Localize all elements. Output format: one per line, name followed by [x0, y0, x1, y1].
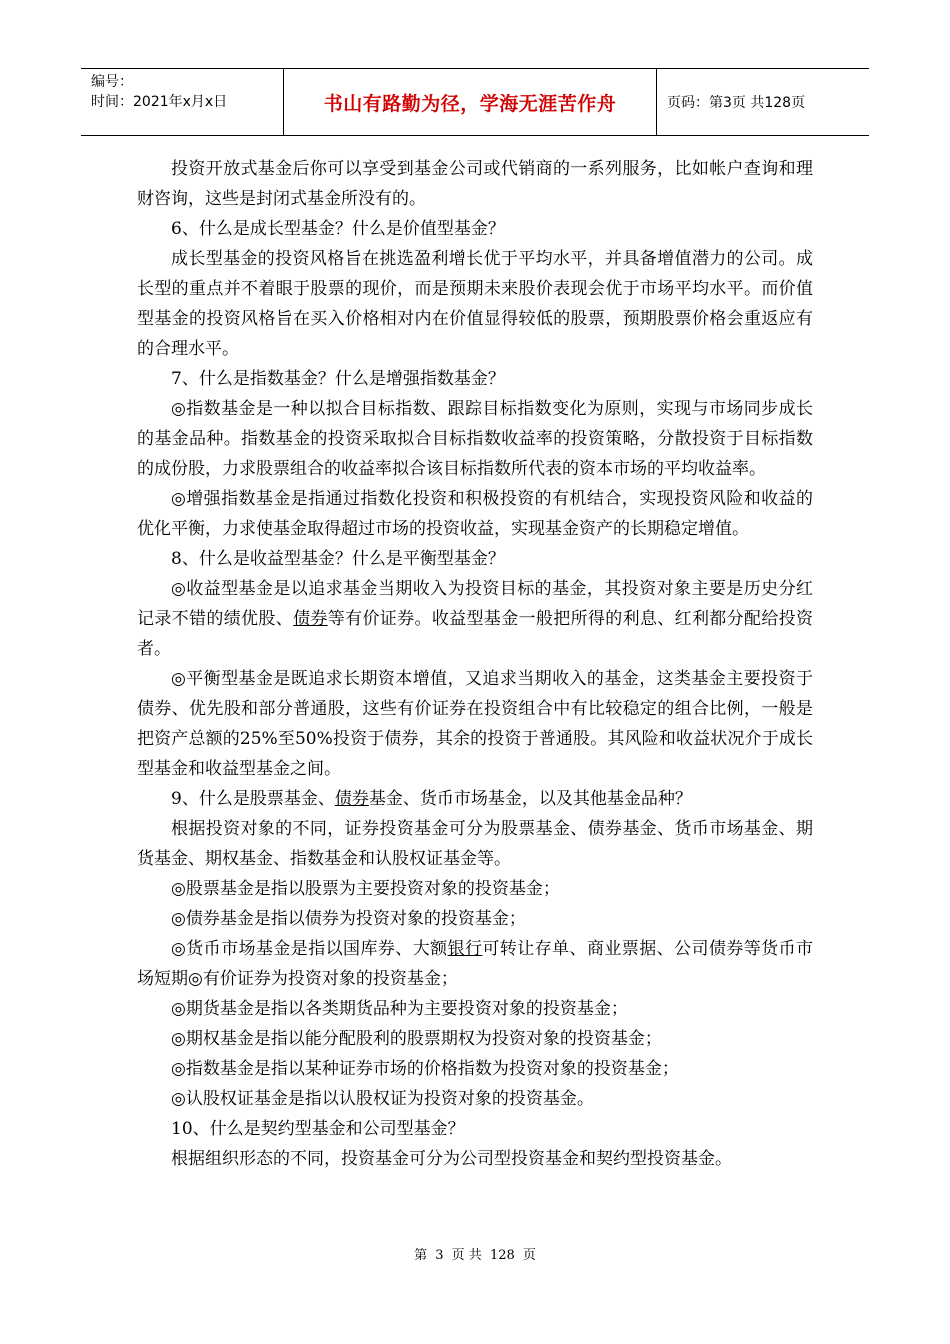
paragraph-text: ◎指数基金是指以某种证券市场的价格指数为投资对象的投资基金；	[171, 1059, 679, 1079]
document-number-label: 编号：	[91, 74, 133, 90]
body-paragraph	[137, 874, 813, 904]
footer-total-pages: 128	[489, 1248, 515, 1263]
paragraph-text: ◎平衡型基金是既追求长期资本增值，又追求当期收入的基金，这类基金主要投资于债券、优先股和部分普通股，这些有价证券在投资组合中有比较稳定的组合比例，一般是把资产总额的25%至50%投资于债券，其余的投资于普通股。其风险和收益状况介于成长型基金和收益型基金之间。	[137, 669, 813, 779]
body-paragraph	[137, 244, 813, 364]
paragraph-text: ◎认股权证基金是指以认股权证为投资对象的投资基金。	[171, 1089, 594, 1109]
body-paragraph	[137, 1144, 813, 1174]
paragraph-text: 7、什么是指数基金？什么是增强指数基金？	[171, 369, 505, 389]
paragraph-text: 6、什么是成长型基金？什么是价值型基金？	[171, 219, 505, 239]
header-meta	[81, 69, 284, 135]
body-paragraph	[137, 994, 813, 1024]
paragraph-text: 可转让存单、商业票据、公司债券等货币市场短期◎有价证券为投资对象的投资基金；	[137, 939, 813, 989]
paragraph-text: 9、什么是股票基金、	[171, 789, 335, 809]
body-paragraph	[137, 394, 813, 484]
paragraph-text: ◎货币市场基金是指以国库券、大额	[171, 939, 448, 959]
body-paragraph	[137, 484, 813, 544]
paragraph-text: 8、什么是收益型基金？什么是平衡型基金？	[171, 549, 505, 569]
body-paragraph	[137, 154, 813, 214]
paragraph-text: ◎收益型基金是以追求基金当期收入为投资目标的基金，其投资对象主要是历史分红记录不错的绩优股、	[137, 579, 813, 629]
page-footer	[0, 1244, 950, 1263]
body-paragraph	[137, 934, 813, 994]
body-paragraph	[137, 1114, 813, 1144]
underlined-term: 银行	[447, 939, 483, 959]
paragraph-text: ◎增强指数基金是指通过指数化投资和积极投资的有机结合，实现投资风险和收益的优化平衡，力求使基金取得超过市场的投资收益，实现基金资产的长期稳定增值。	[137, 489, 813, 539]
paragraph-text: ◎指数基金是一种以拟合目标指数、跟踪目标指数变化为原则，实现与市场同步成长的基金品种。指数基金的投资采取拟合目标指数收益率的投资策略，分散投资于目标指数的成份股，力求股票组合的收益率拟合该目标指数所代表的资本市场的平均收益率。	[137, 399, 813, 479]
paragraph-text: 等有价证券。收益型基金一般把所得的利息、红利都分配给投资者。	[137, 609, 814, 659]
body-paragraph	[137, 664, 813, 784]
body-paragraph	[137, 814, 813, 874]
document-body	[137, 154, 813, 1174]
body-paragraph	[137, 214, 813, 244]
header-page-code: 页码：第3页 共128页	[667, 95, 806, 111]
header-motto: 书山有路勤为径，学海无涯苦作舟	[284, 69, 657, 135]
body-paragraph	[137, 784, 813, 814]
body-paragraph	[137, 904, 813, 934]
page-header	[81, 68, 869, 136]
paragraph-text: 10、什么是契约型基金和公司型基金？	[171, 1119, 465, 1139]
body-paragraph	[137, 364, 813, 394]
paragraph-text: 投资开放式基金后你可以享受到基金公司或代销商的一系列服务，比如帐户查询和理财咨询，这些是封闭式基金所没有的。	[137, 159, 813, 209]
body-paragraph	[137, 1054, 813, 1084]
paragraph-text: ◎期货基金是指以各类期货品种为主要投资对象的投资基金；	[171, 999, 628, 1019]
paragraph-text: ◎期权基金是指以能分配股利的股票期权为投资对象的投资基金；	[171, 1029, 662, 1049]
footer-suffix: 页	[522, 1248, 536, 1263]
body-paragraph	[137, 544, 813, 574]
paragraph-text: 基金、货币市场基金，以及其他基金品种？	[368, 789, 692, 809]
paragraph-text: 根据组织形态的不同，投资基金可分为公司型投资基金和契约型投资基金。	[171, 1149, 732, 1169]
paragraph-text: ◎债券基金是指以债券为投资对象的投资基金；	[171, 909, 526, 929]
footer-page-number: 3	[435, 1248, 444, 1263]
footer-prefix: 第	[414, 1248, 428, 1263]
paragraph-text: ◎股票基金是指以股票为主要投资对象的投资基金；	[171, 879, 560, 899]
paragraph-text: 成长型基金的投资风格旨在挑选盈利增长优于平均水平，并具备增值潜力的公司。成长型的重点并不着眼于股票的现价，而是预期未来股价表现会优于市场平均水平。而价值型基金的投资风格旨在买入价格相对内在价值显得较低的股票，预期股票价格会重返应有的合理水平。	[137, 249, 813, 359]
body-paragraph	[137, 1084, 813, 1114]
underlined-term: 债券	[334, 789, 369, 809]
body-paragraph	[137, 574, 813, 664]
underlined-term: 债券	[293, 609, 328, 629]
document-date: 时间：2021年x月x日	[91, 94, 228, 110]
paragraph-text: 根据投资对象的不同，证券投资基金可分为股票基金、债券基金、货币市场基金、期货基金、期权基金、指数基金和认股权证基金等。	[137, 819, 813, 869]
footer-mid: 页 共	[451, 1248, 482, 1263]
body-paragraph	[137, 1024, 813, 1054]
